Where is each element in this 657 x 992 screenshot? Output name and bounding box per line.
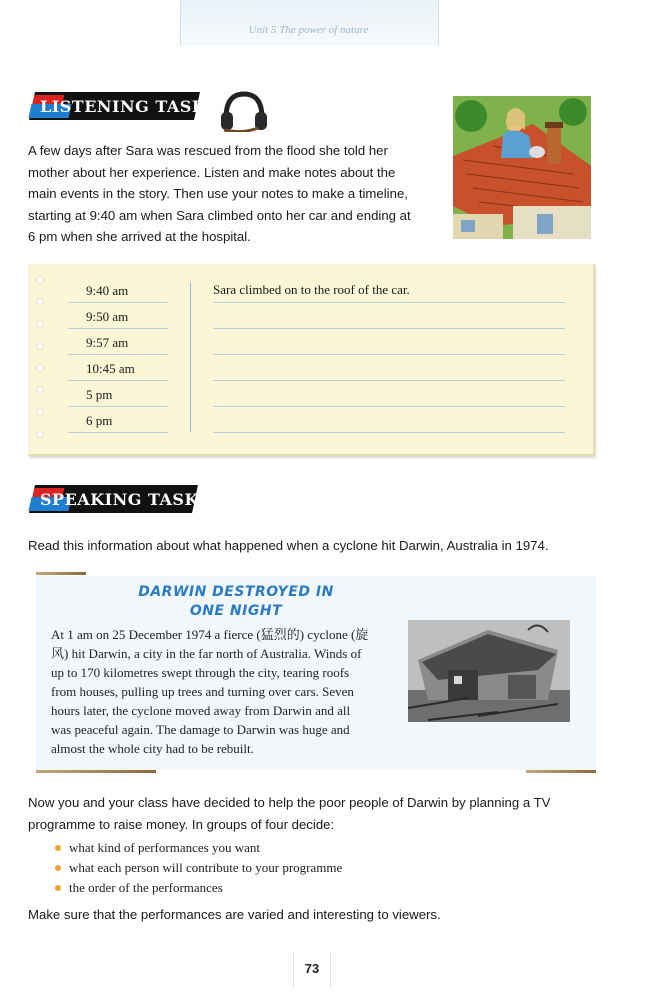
flood-rooftop-illustration	[453, 96, 591, 239]
task-intro-line: programme to raise money. In groups of four decide:	[28, 816, 335, 832]
article-bottom-bar	[36, 770, 156, 773]
bullet-icon	[55, 845, 61, 851]
timeline-time: 9:57 am	[68, 335, 168, 355]
notepad-hole	[36, 276, 44, 284]
notepad-hole	[36, 386, 44, 394]
listening-instructions	[28, 140, 448, 248]
page-number: 73	[304, 961, 320, 976]
bullet-text: what each person will contribute to your programme	[69, 860, 343, 875]
article-line: was peaceful again. The damage to Darwin was huge and	[51, 722, 350, 737]
notepad-hole	[36, 320, 44, 328]
headphones-icon	[218, 88, 270, 132]
task-intro-line: Now you and your class have decided to help the poor people of Darwin by planning a TV	[28, 795, 551, 810]
timeline-event: Sara climbed on to the roof of the car.	[213, 282, 565, 303]
bullet-item	[55, 858, 342, 878]
header-strip	[180, 0, 439, 46]
bullet-item	[55, 838, 342, 858]
speaking-intro: Read this information about what happened when a cyclone hit Darwin, Australia in 1974.	[28, 538, 549, 553]
notepad-hole	[36, 430, 44, 438]
speaking-task-title: SPEAKING TASK	[40, 490, 199, 509]
notepad-hole	[36, 364, 44, 372]
bullet-text: the order of the performances	[69, 880, 223, 895]
article-line: up to 170 kilometres swept through the city, tearing roofs	[51, 665, 350, 680]
task-instructions	[28, 792, 638, 835]
timeline-event	[213, 412, 565, 433]
timeline-time: 9:40 am	[68, 283, 168, 303]
notepad-hole	[36, 298, 44, 306]
notepad-hole	[36, 408, 44, 416]
listening-line: main events in the story. Then use your notes to make a timeline,	[28, 186, 408, 201]
article-headline-line1: DARWIN DESTROYED IN	[138, 584, 334, 600]
listening-line: mother about her experience. Listen and make notes about the	[28, 164, 396, 180]
timeline-time: 10:45 am	[68, 361, 168, 381]
listening-task-badge	[32, 92, 207, 120]
timeline-notepad	[28, 264, 595, 456]
timeline-event	[213, 308, 565, 329]
timeline-time: 5 pm	[68, 387, 168, 407]
bullet-icon	[55, 865, 61, 871]
article-top-bar	[36, 572, 86, 575]
listening-line: starting at 9:40 am when Sara climbed onto her car and ending at	[28, 207, 411, 223]
timeline-time: 9:50 am	[68, 309, 168, 329]
article-line: 风) hit Darwin, a city in the far north of Australia. Winds of	[51, 646, 362, 661]
page-number-box	[293, 952, 331, 988]
article-line: almost the whole city had to be rebuilt.	[51, 741, 254, 756]
article-bottom-bar-right	[526, 770, 596, 773]
bullet-icon	[55, 885, 61, 891]
speaking-task-badge	[32, 485, 199, 513]
article-line: hours later, the cyclone moved away from Darwin and all	[51, 703, 351, 718]
listening-line: A few days after Sara was rescued from the flood she told her	[28, 143, 388, 158]
timeline-event	[213, 360, 565, 381]
task-closing: Make sure that the performances are varied and interesting to viewers.	[28, 907, 441, 922]
news-article	[36, 576, 596, 770]
unit-title: Unit 5 The power of nature	[248, 24, 369, 36]
article-line: from houses, pulling up trees and turning over cars. Seven	[51, 684, 354, 699]
article-line: At 1 am on 25 December 1974 a fierce (猛烈的) cyclone (旋	[51, 627, 369, 642]
listening-task-title: LISTENING TASK	[40, 97, 207, 116]
timeline-divider	[190, 282, 191, 432]
article-body	[51, 625, 396, 758]
bullet-text: what kind of performances you want	[69, 840, 260, 855]
listening-line: 6 pm when she arrived at the hospital.	[28, 229, 251, 244]
bullet-item	[55, 878, 342, 898]
timeline-event	[213, 334, 565, 355]
timeline-time: 6 pm	[68, 413, 168, 433]
task-bullet-list	[55, 838, 342, 898]
article-headline-line2: ONE NIGHT	[189, 603, 283, 619]
notepad-hole	[36, 342, 44, 350]
cyclone-damage-photo	[408, 620, 570, 722]
timeline-event	[213, 386, 565, 407]
